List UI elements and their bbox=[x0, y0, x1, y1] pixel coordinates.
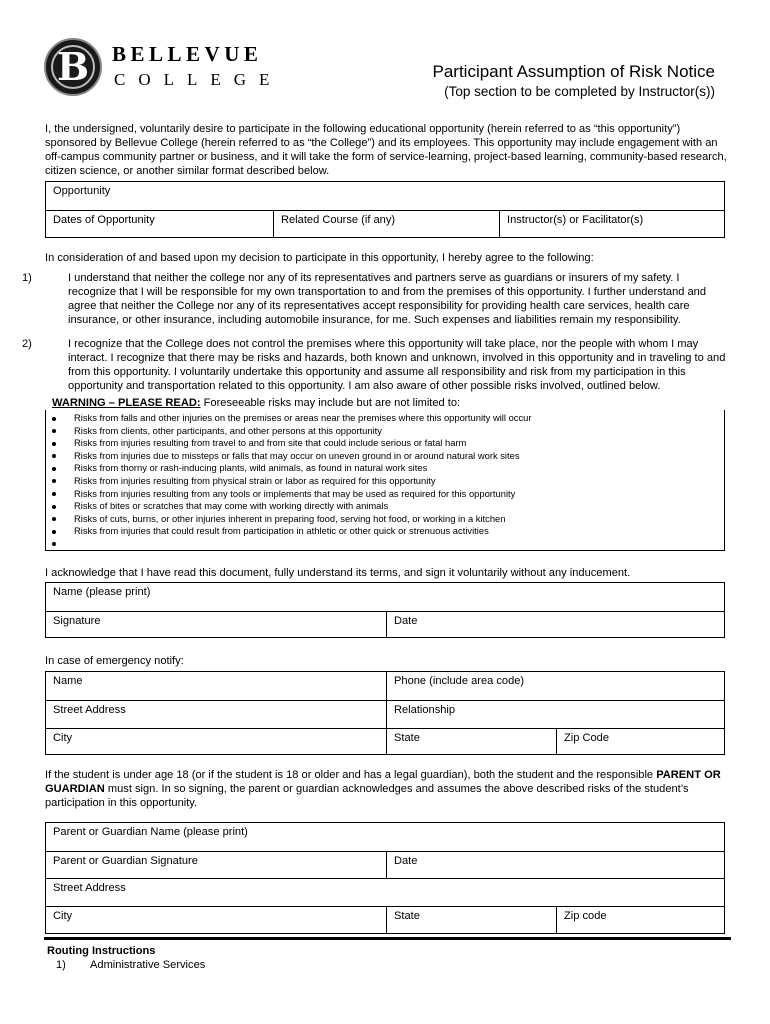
routing-item-number: 1) bbox=[56, 959, 66, 971]
emergency-form bbox=[45, 671, 725, 755]
emergency-state-field[interactable]: State bbox=[386, 729, 556, 754]
guardian-note bbox=[45, 768, 727, 810]
consideration-text: In consideration of and based upon my decision to participate in this opportunity, I hereby agree to the following: bbox=[45, 252, 594, 264]
guardian-form bbox=[45, 822, 725, 934]
guardian-zip-field[interactable]: Zip code bbox=[556, 907, 724, 933]
name-print-field[interactable]: Name (please print) bbox=[53, 586, 151, 598]
guardian-city-field[interactable]: City bbox=[53, 910, 73, 922]
clause-1 bbox=[22, 271, 728, 329]
risk-item: Risks from thorny or rash-inducing plants, wild animals, as found in natural work sites bbox=[46, 462, 532, 475]
dates-of-opportunity-field[interactable]: Dates of Opportunity bbox=[53, 214, 155, 226]
warning-heading bbox=[52, 397, 460, 409]
risk-item: Risks of bites or scratches that may come with working directly with animals bbox=[46, 500, 532, 513]
signature-field[interactable]: Signature bbox=[53, 615, 101, 627]
emergency-street-field[interactable]: Street Address bbox=[53, 704, 126, 716]
date-field[interactable]: Date bbox=[386, 612, 724, 637]
guardian-state-field[interactable]: State bbox=[386, 907, 556, 933]
emergency-name-field[interactable]: Name bbox=[53, 675, 83, 687]
guardian-name-field[interactable]: Parent or Guardian Name (please print) bbox=[53, 826, 248, 838]
guardian-street-field[interactable]: Street Address bbox=[53, 882, 126, 894]
instructor-field[interactable]: Instructor(s) or Facilitator(s) bbox=[499, 211, 724, 237]
risk-item: Risks from injuries resulting from travel to and from site that could include serious or fatal harm bbox=[46, 437, 532, 450]
document-subtitle: (Top section to be completed by Instructor(s)) bbox=[444, 84, 715, 99]
acknowledge-text: I acknowledge that I have read this document, fully understand its terms, and sign it voluntarily without any inducement. bbox=[45, 567, 631, 579]
intro-paragraph: I, the undersigned, voluntarily desire to participate in the following educational opportunity (herein referred to as “this opportunity”) sponsored by Bellevue College (herein referred to as “the College”) and its employees. This opportunity may include engagement with an off-campus community partner or business, and it will take the form of service-learning, project-based learning, community-based research, citizen science, or another similar format described below. bbox=[45, 123, 727, 177]
guardian-signature-field[interactable]: Parent or Guardian Signature bbox=[53, 855, 198, 867]
risk-item: Risks from injuries resulting from physical strain or labor as required for this opportunity bbox=[46, 475, 532, 488]
logo-letter: B bbox=[56, 44, 90, 89]
signature-form bbox=[45, 582, 725, 638]
warning-label: WARNING – PLEASE READ: bbox=[52, 397, 201, 409]
risk-list bbox=[46, 412, 532, 551]
risk-item-blank[interactable] bbox=[46, 538, 532, 551]
clause-number: 2) bbox=[22, 338, 32, 350]
risk-list-box bbox=[45, 410, 725, 551]
guardian-note-text-1: If the student is under age 18 (or if the student is 18 or older and has a legal guardian), both the student and the responsible bbox=[45, 769, 657, 781]
emergency-zip-field[interactable]: Zip Code bbox=[556, 729, 724, 754]
emergency-phone-field[interactable]: Phone (include area code) bbox=[386, 672, 724, 700]
guardian-note-bold-2: OR GUARDIAN bbox=[45, 769, 721, 795]
guardian-note-bold-1: PARENT bbox=[656, 769, 701, 781]
risk-item: Risks from injuries that could result from participation in athletic or other quick or strenuous activities bbox=[46, 525, 532, 538]
risk-item: Risks from injuries due to missteps or falls that may occur on uneven ground in or around natural work sites bbox=[46, 450, 532, 463]
emergency-city-field[interactable]: City bbox=[53, 732, 73, 744]
clause-2 bbox=[22, 337, 728, 395]
risk-item: Risks of cuts, burns, or other injuries inherent in preparing food, serving hot food, or working in a kitchen bbox=[46, 513, 532, 526]
clause-text: I understand that neither the college nor any of its representatives and partners serve as guardians or insurers of my safety. I recognize that I will be responsible for my own transportation to and from the premises of this opportunity. I further understand and agree that neither the College nor any of its representatives accept responsibility for providing health care services, health care insurance, or other insurance, including automobile insurance, for me. Such expenses and liabilities remain my responsibility. bbox=[68, 272, 707, 326]
opportunity-field[interactable]: Opportunity bbox=[53, 185, 111, 197]
risk-item: Risks from clients, other participants, and other persons at this opportunity bbox=[46, 425, 532, 438]
risk-item: Risks from falls and other injuries on the premises or areas near the premises where this opportunity will occur bbox=[46, 412, 532, 425]
document-title: Participant Assumption of Risk Notice bbox=[432, 62, 715, 81]
logo-wordmark-top: BELLEVUE bbox=[112, 42, 263, 66]
logo-wordmark-bottom: COLLEGE bbox=[114, 70, 283, 89]
emergency-relationship-field[interactable]: Relationship bbox=[386, 701, 724, 728]
related-course-field[interactable]: Related Course (if any) bbox=[273, 211, 499, 237]
section-divider bbox=[44, 937, 731, 940]
emergency-heading: In case of emergency notify: bbox=[45, 655, 184, 667]
clause-text: I recognize that the College does not control the premises where this opportunity will take place, nor the people with whom I may interact. I recognize that there may be risks and hazards, both known and unknown, involved in this opportunity and in traveling to and from this opportunity. I voluntarily undertake this opportunity and assume all responsibility and risk from my participation in this opportunity and transportation related to this opportunity. I am also aware of other possible risks involved, outlined below. bbox=[68, 338, 726, 392]
logo-emblem bbox=[44, 38, 102, 96]
routing-item-label: Administrative Services bbox=[90, 959, 206, 971]
guardian-date-field[interactable]: Date bbox=[386, 852, 724, 878]
opportunity-form bbox=[45, 181, 725, 238]
clause-number: 1) bbox=[22, 272, 32, 284]
bellevue-college-logo bbox=[44, 38, 304, 100]
risk-item: Risks from injuries resulting from any tools or implements that may be used as required for this opportunity bbox=[46, 488, 532, 501]
guardian-note-text-2: must sign. In so signing, the parent or guardian acknowledges and assumes the above described risks of the student’s participation in this opportunity. bbox=[45, 783, 689, 809]
routing-item bbox=[56, 959, 205, 971]
routing-heading: Routing Instructions bbox=[47, 945, 156, 957]
warning-text: Foreseeable risks may include but are not limited to: bbox=[200, 397, 461, 409]
